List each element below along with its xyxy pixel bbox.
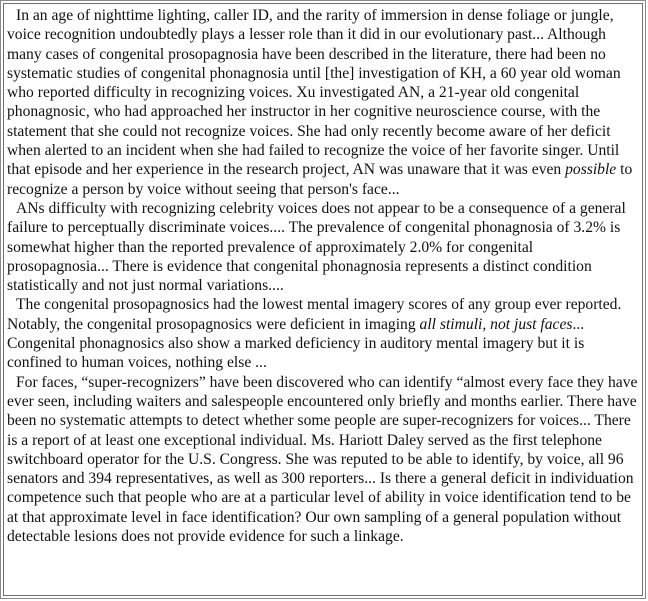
paragraph-1-emphasis: possible <box>565 161 617 179</box>
paragraph-1-text-b: to recognize a person by voice without seeing that person's face... <box>7 161 633 198</box>
paragraph-3-text-b: ... Congenital phonagnosics also show a marked deficiency in auditory mental imagery but it is confined to human voices, nothing else ... <box>7 315 585 372</box>
paragraph-2 <box>7 199 638 295</box>
paragraph-4-text: For faces, “super-recognizers” have been discovered who can identify “almost every face they have ever seen, including waiters and salespeople encountered only briefly and months earlier. There have been no systematic attempts to detect whether some people are super-recognizers for voices... There is a report of at least one exceptional individual. Ms. Hariott Daley served as the first telephone switchboard operator for the U.S. Congress. She was reputed to be able to identify, by voice, all 96 senators and 394 representatives, as well as 300 reporters... Is there a general deficit in individuation competence such that people who are at a particular level of ability in voice identification tend to be at that approximate level in face identification? Our own sampling of a general population without detectable lesions does not provide evidence for such a linkage. <box>7 373 638 546</box>
paragraph-3-emphasis: all stimuli, not just faces <box>419 315 573 333</box>
paragraph-3-text-a: The congenital prosopagnosics had the lowest mental imagery scores of any group ever reported. Notably, the congenital prosopagnosics were deficient in imaging <box>7 296 622 333</box>
paragraph-1 <box>7 6 638 199</box>
paragraph-4 <box>7 373 638 547</box>
paragraph-3 <box>7 295 638 372</box>
document-body <box>3 3 643 596</box>
paragraph-1-text-a: In an age of nighttime lighting, caller ID, and the rarity of immersion in dense foliage or jungle, voice recognition undoubtedly plays a lesser role than it did in our evolutionary past... Although many cases of congenital prosopagnosia have been described in the literature, there had been no systematic studies of congenital phonagnosia until [the] investigation of KH, a 60 year old woman who reported difficulty in recognizing voices. Xu investigated AN, a 21-year old congenital phonagnosic, who had approached her instructor in her cognitive neuroscience course, with the statement that she could not recognize voices. She had only recently become aware of her deficit when alerted to an incident when she had failed to recognize the voice of her favorite singer. Until that episode and her experience in the research project, AN was unaware that it was even <box>7 7 621 179</box>
paragraph-2-text: ANs difficulty with recognizing celebrity voices does not appear to be a consequence of a general failure to perceptually discriminate voices.... The prevalence of congenital phonagnosia of 3.2% is somewhat higher than the reported prevalence of approximately 2.0% for congenital prosopagnosia... There is evidence that congenital phonagnosia represents a distinct condition statistically and not just normal variations.... <box>7 199 626 295</box>
